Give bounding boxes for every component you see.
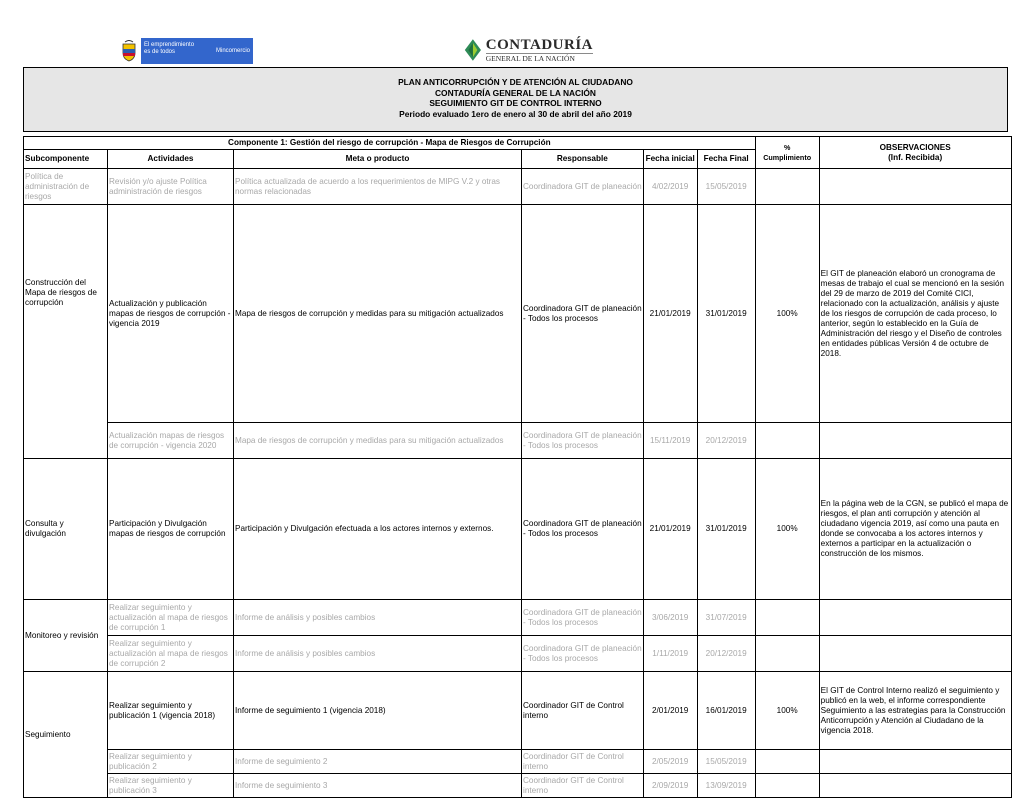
cell-meta: Informe de seguimiento 3 xyxy=(234,774,522,798)
cell-fecha-final: 31/01/2019 xyxy=(697,205,755,423)
cell-responsable: Coordinadora GIT de planeación - Todos los procesos xyxy=(522,459,644,600)
cell-observaciones xyxy=(819,750,1011,774)
cell-fecha-final: 20/12/2019 xyxy=(697,423,755,459)
cell-cumplimiento xyxy=(755,423,819,459)
header-period: Periodo evaluado 1ero de enero al 30 de abril del año 2019 xyxy=(399,108,632,119)
cell-actividad: Actualización mapas de riesgos de corrupción - vigencia 2020 xyxy=(108,423,234,459)
col-responsable: Responsable xyxy=(522,150,644,169)
cell-fecha-inicial: 15/11/2019 xyxy=(643,423,697,459)
col-fecha-inicial: Fecha inicial xyxy=(643,150,697,169)
cell-subcomponente: Monitoreo y revisión xyxy=(24,600,108,672)
cell-subcomponente: Seguimiento xyxy=(24,672,108,798)
coat-of-arms-icon xyxy=(117,38,141,64)
mincomercio-logo xyxy=(117,38,253,64)
cell-fecha-final: 20/12/2019 xyxy=(697,636,755,672)
cell-responsable: Coordinadora GIT de planeación - Todos los procesos xyxy=(522,600,644,636)
cell-observaciones: El GIT de planeación elaboró un cronograma de mesas de trabajo el cual se mencionó en la sesión del 29 de marzo de 2019 del Comité CICI, relacionado con la actualización, análisis y ajuste de los riesgos de corrupción de cada proceso, lo anterior, según lo establecido en la Guía de Administración del riesgo y el Diseño de controles en entidades públicas Versión 4 de octubre de 2018. xyxy=(819,205,1011,423)
cell-responsable: Coordinadora GIT de planeación xyxy=(522,169,644,205)
cell-meta: Informe de análisis y posibles cambios xyxy=(234,600,522,636)
cell-observaciones xyxy=(819,423,1011,459)
table-row xyxy=(24,459,1012,600)
contaduria-logo xyxy=(463,36,593,64)
cell-observaciones xyxy=(819,636,1011,672)
table-row xyxy=(24,750,1012,774)
cell-actividad: Revisión y/o ajuste Política administración de riesgos xyxy=(108,169,234,205)
table-row xyxy=(24,205,1012,423)
cell-fecha-final: 15/05/2019 xyxy=(697,169,755,205)
cell-meta: Informe de análisis y posibles cambios xyxy=(234,636,522,672)
cell-fecha-final: 31/07/2019 xyxy=(697,600,755,636)
cell-cumplimiento: 100% xyxy=(755,459,819,600)
cell-actividad: Actualización y publicación mapas de riesgos de corrupción - vigencia 2019 xyxy=(108,205,234,423)
cell-responsable: Coordinador GIT de Control interno xyxy=(522,774,644,798)
col-meta: Meta o producto xyxy=(234,150,522,169)
cell-cumplimiento xyxy=(755,600,819,636)
cell-cumplimiento xyxy=(755,774,819,798)
cell-fecha-final: 15/05/2019 xyxy=(697,750,755,774)
cell-observaciones xyxy=(819,774,1011,798)
cell-actividad: Participación y Divulgación mapas de riesgos de corrupción xyxy=(108,459,234,600)
cell-observaciones: El GIT de Control Interno realizó el seguimiento y publicó en la web, el informe correspondiente Seguimiento a las estrategias para la Construcción Anticorrupción y Atención al Ciudadano de la vigencia 2018. xyxy=(819,672,1011,750)
cell-cumplimiento xyxy=(755,169,819,205)
table-row xyxy=(24,636,1012,672)
cell-actividad: Realizar seguimiento y publicación 2 xyxy=(108,750,234,774)
logo-subtitle: GENERAL DE LA NACIÓN xyxy=(486,53,593,63)
logo-title: CONTADURÍA xyxy=(485,36,593,53)
cell-fecha-inicial: 21/01/2019 xyxy=(643,205,697,423)
cell-cumplimiento xyxy=(755,636,819,672)
cell-actividad: Realizar seguimiento y actualización al mapa de riesgos de corrupción 1 xyxy=(108,600,234,636)
table-row xyxy=(24,774,1012,798)
cell-meta: Política actualizada de acuerdo a los requerimientos de MIPG V.2 y otras normas relacionadas xyxy=(234,169,522,205)
cell-meta: Mapa de riesgos de corrupción y medidas para su mitigación actualizados xyxy=(234,423,522,459)
table-row xyxy=(24,600,1012,636)
cell-cumplimiento: 100% xyxy=(755,205,819,423)
document-header xyxy=(23,67,1008,132)
cell-observaciones xyxy=(819,169,1011,205)
cell-cumplimiento: 100% xyxy=(755,672,819,750)
cell-fecha-inicial: 2/09/2019 xyxy=(643,774,697,798)
cell-fecha-inicial: 2/05/2019 xyxy=(643,750,697,774)
logo-slogan-line1: El emprendimiento xyxy=(144,42,195,48)
cell-meta: Mapa de riesgos de corrupción y medidas para su mitigación actualizados xyxy=(234,205,522,423)
cell-cumplimiento xyxy=(755,750,819,774)
cell-fecha-inicial: 2/01/2019 xyxy=(643,672,697,750)
header-line2: CONTADURÍA GENERAL DE LA NACIÓN xyxy=(435,87,596,98)
col-fecha-final: Fecha Final xyxy=(697,150,755,169)
cell-actividad: Realizar seguimiento y actualización al mapa de riesgos de corrupción 2 xyxy=(108,636,234,672)
cell-fecha-inicial: 21/01/2019 xyxy=(643,459,697,600)
col-subcomponente: Subcomponente xyxy=(24,150,108,169)
contaduria-emblem-icon xyxy=(463,37,483,63)
cell-actividad: Realizar seguimiento y publicación 1 (vigencia 2018) xyxy=(108,672,234,750)
cell-meta: Participación y Divulgación efectuada a los actores internos y externos. xyxy=(234,459,522,600)
cell-subcomponente: Consulta y divulgación xyxy=(24,459,108,600)
cell-meta: Informe de seguimiento 2 xyxy=(234,750,522,774)
header-line3: SEGUIMIENTO GIT DE CONTROL INTERNO xyxy=(429,98,602,108)
cell-observaciones xyxy=(819,600,1011,636)
logo-ministry: Mincomercio xyxy=(215,47,250,54)
cell-responsable: Coordinadora GIT de planeación - Todos los procesos xyxy=(522,205,644,423)
table-row xyxy=(24,169,1012,205)
col-observaciones: OBSERVACIONES (Inf. Recibida) xyxy=(819,137,1011,169)
cell-fecha-final: 13/09/2019 xyxy=(697,774,755,798)
cell-subcomponente: Construcción del Mapa de riesgos de corrupción xyxy=(24,205,108,459)
cell-responsable: Coordinadora GIT de planeación - Todos los procesos xyxy=(522,636,644,672)
cell-subcomponente: Política de administración de riesgos xyxy=(24,169,108,205)
cell-fecha-inicial: 4/02/2019 xyxy=(643,169,697,205)
col-actividades: Actividades xyxy=(108,150,234,169)
header-line1: PLAN ANTICORRUPCIÓN Y DE ATENCIÓN AL CIUDADANO xyxy=(398,77,633,87)
cell-fecha-inicial: 3/06/2019 xyxy=(643,600,697,636)
cell-actividad: Realizar seguimiento y publicación 3 xyxy=(108,774,234,798)
logo-slogan-line2: es de todos xyxy=(144,49,176,55)
cell-fecha-inicial: 1/11/2019 xyxy=(643,636,697,672)
cell-meta: Informe de seguimiento 1 (vigencia 2018) xyxy=(234,672,522,750)
table-row xyxy=(24,423,1012,459)
col-cumplimiento: % Cumplimiento xyxy=(755,137,819,169)
cell-fecha-final: 16/01/2019 xyxy=(697,672,755,750)
cell-observaciones: En la página web de la CGN, se publicó el mapa de riesgos, el plan anti corrupción y atención al ciudadano vigencia 2019, así como una pauta en donde se convocaba a los actores internos y externos a participar en la actualización o construcción de los mismos. xyxy=(819,459,1011,600)
cell-responsable: Coordinador GIT de Control interno xyxy=(522,750,644,774)
risk-map-table xyxy=(23,136,1012,798)
cell-fecha-final: 31/01/2019 xyxy=(697,459,755,600)
cell-responsable: Coordinador GIT de Control interno xyxy=(522,672,644,750)
component-title: Componente 1: Gestión del riesgo de corrupción - Mapa de Riesgos de Corrupción xyxy=(24,137,756,150)
table-row xyxy=(24,672,1012,750)
cell-responsable: Coordinadora GIT de planeación - Todos los procesos xyxy=(522,423,644,459)
